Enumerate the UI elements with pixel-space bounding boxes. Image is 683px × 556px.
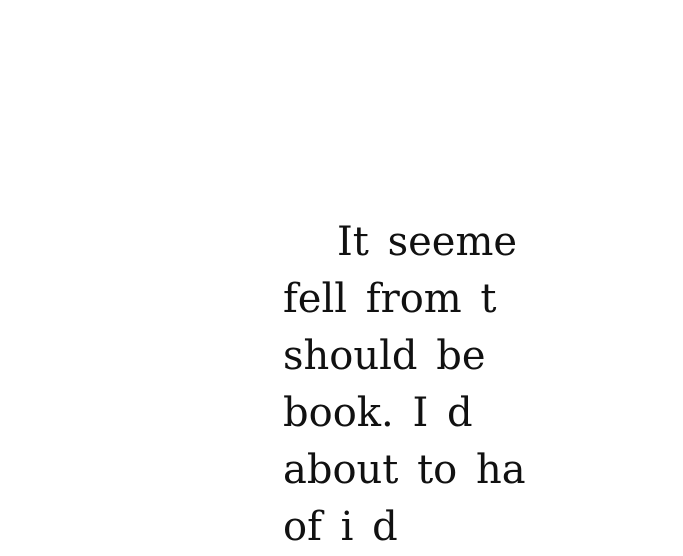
paragraph-fragment [283,214,683,556]
text-line: It seeme [337,219,518,265]
text-line: fell from t [283,276,497,322]
text-line: of i d [283,504,398,550]
text-line: book. I d [283,390,473,436]
text-line: about to ha [283,447,526,493]
text-line: should be [283,333,486,379]
